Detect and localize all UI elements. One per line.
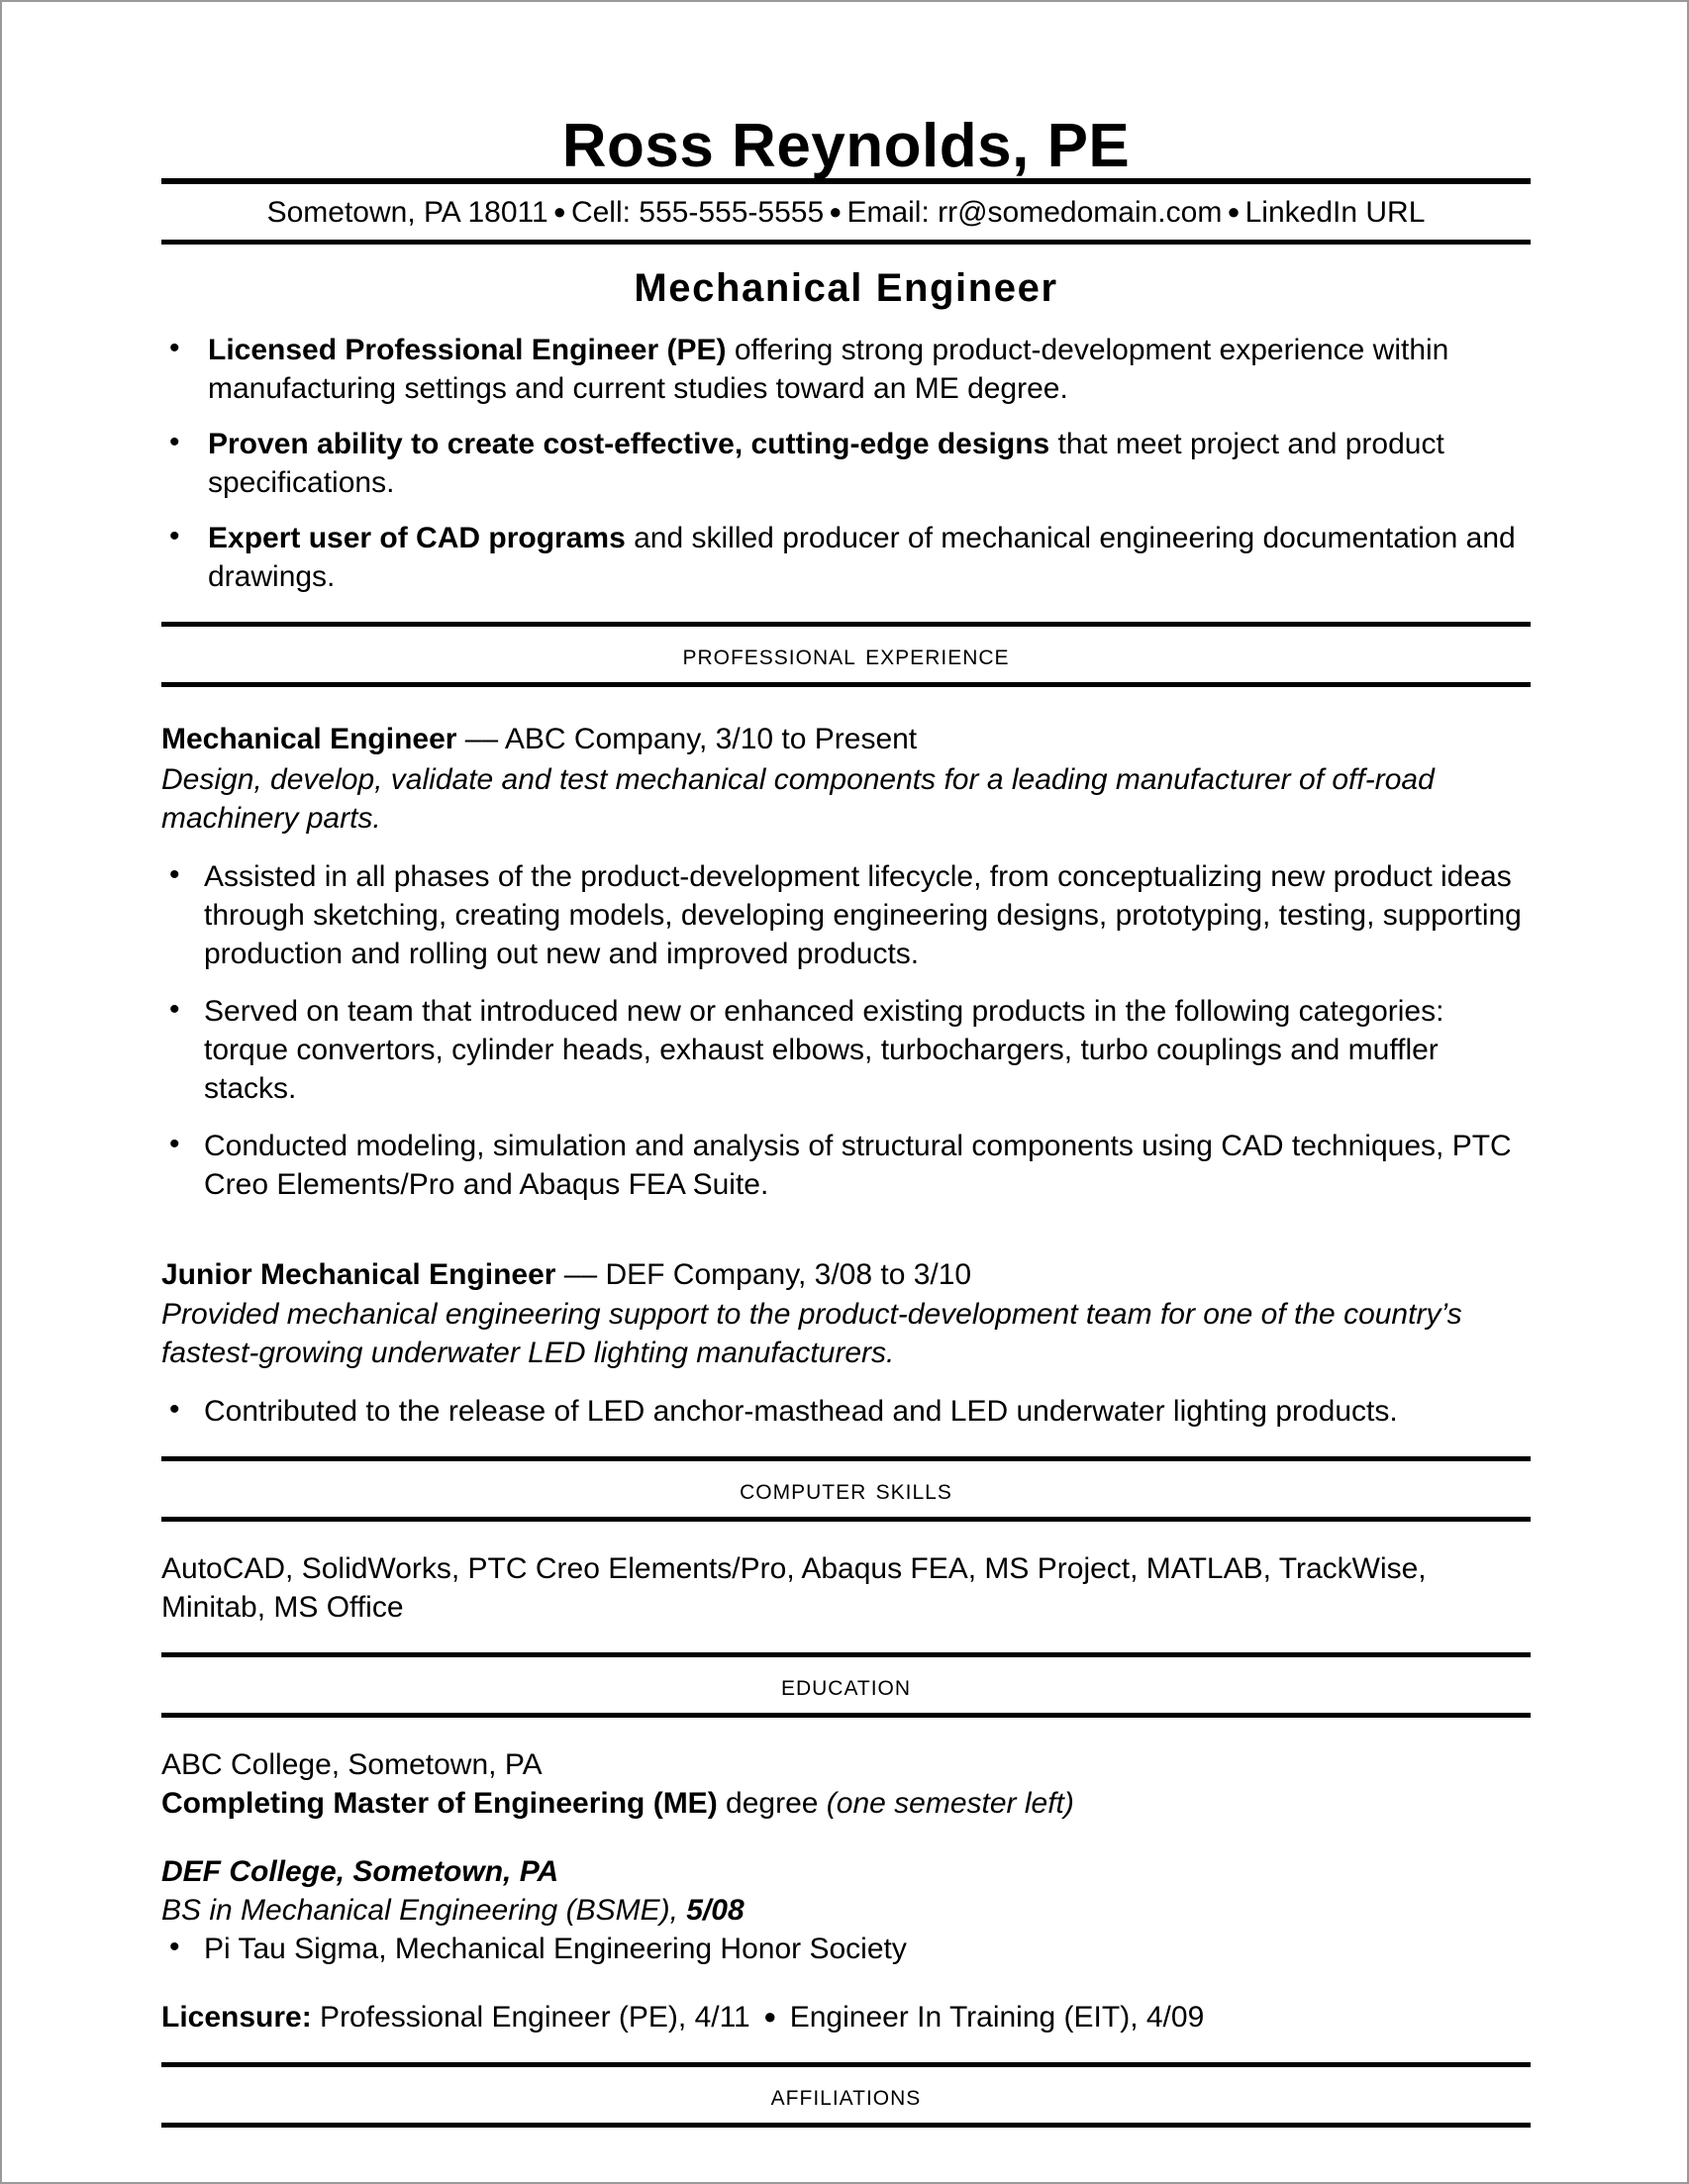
section-header-computer-skills bbox=[161, 1456, 1531, 1522]
list-item: • Contributed to the release of LED anchor-masthead and LED underwater lighting products. bbox=[161, 1392, 1531, 1431]
list-item bbox=[161, 519, 1531, 596]
list-item bbox=[161, 331, 1531, 408]
experience-heading bbox=[161, 1256, 1531, 1294]
summary-bullet-text: offering strong product-development experience within manufacturing settings and current studies toward an ME degree. bbox=[208, 334, 1449, 406]
experience-bullet-list bbox=[161, 1392, 1531, 1431]
experience-role: Mechanical Engineer bbox=[161, 723, 457, 756]
contact-linkedin: LinkedIn URL bbox=[1244, 196, 1426, 230]
summary-section bbox=[161, 325, 1531, 596]
education-bullet-list bbox=[161, 1930, 1531, 1968]
education-degree-rest: degree bbox=[717, 1787, 827, 1821]
education-degree-note: (one semester left) bbox=[826, 1787, 1074, 1821]
section-header-education bbox=[161, 1652, 1531, 1718]
summary-bullet-text: and skilled producer of mechanical engineering documentation and drawings. bbox=[208, 522, 1516, 594]
section-title: education bbox=[780, 1669, 912, 1703]
summary-bullet-lead: Licensed Professional Engineer (PE) bbox=[208, 334, 727, 367]
section-rule-bottom bbox=[161, 2123, 1531, 2128]
education-degree-line bbox=[161, 1784, 1531, 1823]
list-item bbox=[161, 425, 1531, 502]
contact-separator-2-icon: ● bbox=[829, 199, 843, 225]
education-degree-line bbox=[161, 1891, 1531, 1930]
experience-entry bbox=[161, 1223, 1531, 1432]
contact-line bbox=[161, 184, 1531, 240]
section-title: computer skills bbox=[740, 1473, 952, 1507]
contact-separator-3-icon: ● bbox=[1227, 199, 1241, 225]
section-title: affiliations bbox=[770, 2079, 922, 2113]
licensure-line bbox=[161, 1968, 1531, 2036]
licensure-label: Licensure: bbox=[161, 2001, 312, 2035]
experience-meta: –– DEF Company, 3/08 to 3/10 bbox=[555, 1257, 972, 1291]
section-header-affiliations bbox=[161, 2062, 1531, 2128]
experience-meta: –– ABC Company, 3/10 to Present bbox=[456, 723, 918, 756]
education-entry-def bbox=[161, 1852, 1531, 1968]
experience-heading bbox=[161, 721, 1531, 758]
contact-location: Sometown, PA 18011 bbox=[266, 196, 548, 230]
education-degree-text: BS in Mechanical Engineering (BSME), bbox=[161, 1894, 687, 1928]
summary-bullet-lead: Expert user of CAD programs bbox=[208, 522, 626, 555]
contact-phone: Cell: 555-555-5555 bbox=[570, 196, 825, 230]
experience-bullet-list bbox=[161, 857, 1531, 1204]
education-degree-date: 5/08 bbox=[686, 1894, 745, 1928]
licensure-pe: Professional Engineer (PE), 4/11 bbox=[311, 2001, 759, 2035]
experience-entry bbox=[161, 687, 1531, 1204]
education-spacer bbox=[161, 1823, 1531, 1852]
page-title: Ross Reynolds, PE bbox=[561, 112, 1131, 180]
summary-bullet-list bbox=[161, 331, 1531, 596]
target-job-title: Mechanical Engineer bbox=[634, 266, 1058, 311]
experience-role: Junior Mechanical Engineer bbox=[161, 1257, 556, 1291]
education-degree-bold: Completing Master of Engineering (ME) bbox=[161, 1787, 718, 1821]
list-item: • Assisted in all phases of the product-development lifecycle, from conceptualizing new product ideas through sketching, creating models, developing engineering designs, prototyping, testing, supporting production and rolling out new and improved products. bbox=[161, 857, 1531, 973]
list-item: • Served on team that introduced new or enhanced existing products in the following categories: torque convertors, cylinder heads, exhaust elbows, turbochargers, turbo couplings and muffler stacks. bbox=[161, 992, 1531, 1108]
contact-email: Email: rr@somedomain.com bbox=[846, 196, 1223, 230]
list-item: • Conducted modeling, simulation and analysis of structural components using CAD techniques, PTC Creo Elements/Pro and Abaqus FEA Suite. bbox=[161, 1127, 1531, 1204]
experience-description: Design, develop, validate and test mechanical components for a leading manufacturer of off-road machinery parts. bbox=[161, 762, 1435, 835]
licensure-separator-icon: ● bbox=[763, 2004, 777, 2030]
summary-bullet-text: that meet project and product specifications. bbox=[208, 428, 1444, 500]
resume-document bbox=[161, 2, 1531, 2128]
education-entry-abc bbox=[161, 1718, 1531, 1823]
computer-skills-text: AutoCAD, SolidWorks, PTC Creo Elements/Pro, Abaqus FEA, MS Project, MATLAB, TrackWise, Minitab, MS Office bbox=[161, 1552, 1427, 1625]
experience-description: Provided mechanical engineering support to the product-development team for one of the country’s fastest-growing underwater LED lighting manufacturers. bbox=[161, 1298, 1462, 1370]
summary-bullet-lead: Proven ability to create cost-effective, cutting-edge designs bbox=[208, 428, 1050, 461]
licensure-eit: Engineer In Training (EIT), 4/09 bbox=[781, 2001, 1205, 2035]
contact-separator-1-icon: ● bbox=[552, 199, 566, 225]
section-title: professional experience bbox=[682, 639, 1010, 672]
list-item: • Pi Tau Sigma, Mechanical Engineering Honor Society bbox=[161, 1930, 1531, 1968]
education-school-name: ABC College, Sometown, PA bbox=[161, 1748, 543, 1782]
education-school-name: DEF College, Sometown, PA bbox=[161, 1855, 559, 1889]
section-header-experience bbox=[161, 622, 1531, 687]
